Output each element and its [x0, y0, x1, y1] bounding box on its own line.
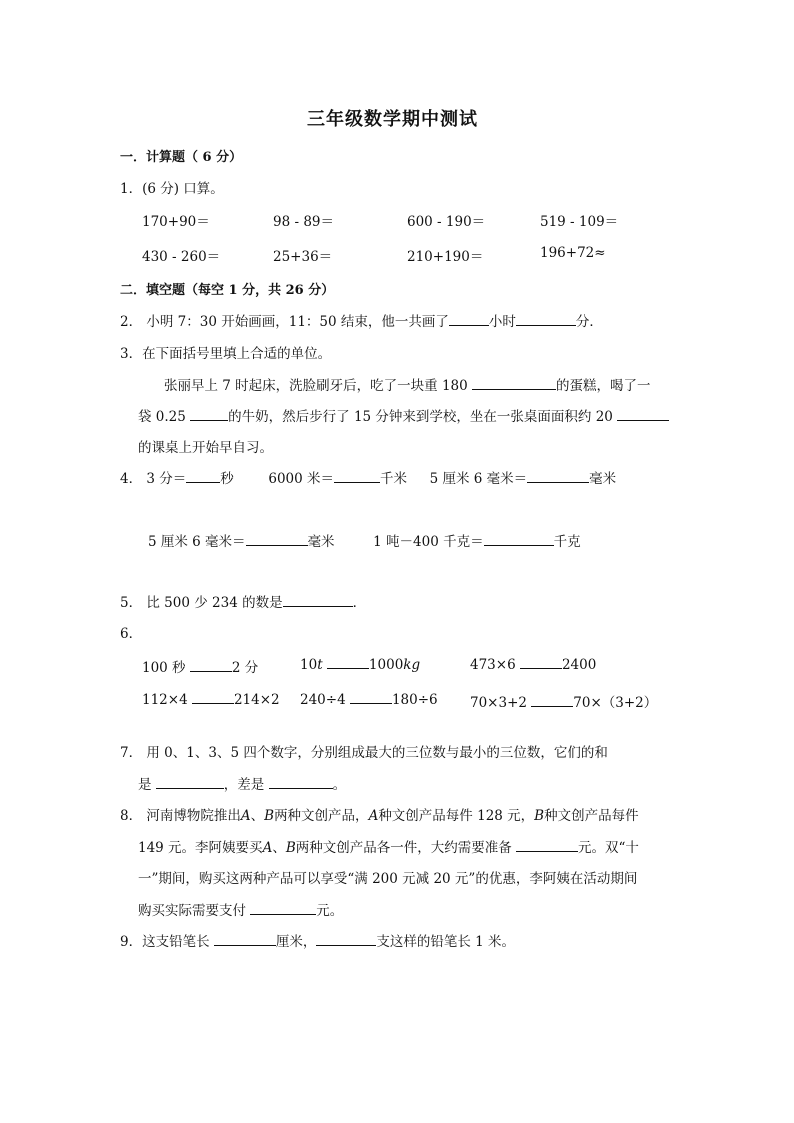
compare-item — [470, 656, 596, 673]
q7-text: 。 — [332, 777, 347, 793]
question-3-line2 — [138, 405, 669, 425]
q8-text: 8． 河南博物院推出 — [120, 808, 241, 824]
q2-unit-minute: 分． — [575, 314, 603, 330]
product-label-a: A — [240, 808, 251, 824]
q2-unit-hour: 小时 — [488, 314, 516, 330]
answer-blank[interactable] — [246, 533, 308, 546]
product-label-a: A — [262, 840, 273, 856]
q5-text: ． — [352, 595, 367, 611]
question-4-row2 — [148, 530, 581, 550]
calc-item: 170+90＝ — [142, 214, 210, 230]
q7-text: ，差是 — [223, 777, 265, 793]
calc-item: 519 - 109＝ — [540, 214, 619, 230]
q5-text: 5． 比 500 少 234 的数是 — [120, 595, 283, 611]
q9-text: 厘米， — [275, 934, 317, 950]
question-9 — [120, 930, 515, 950]
answer-blank[interactable] — [156, 776, 224, 789]
q3-text: 的蛋糕，喝了一 — [556, 378, 651, 394]
question-2 — [120, 310, 603, 330]
answer-blank[interactable] — [531, 694, 573, 707]
calc-item: 98 - 89＝ — [273, 214, 335, 230]
q4-text: 千克 — [553, 534, 581, 550]
question-8-line1 — [120, 804, 639, 824]
answer-blank[interactable] — [250, 902, 316, 915]
calc-item: 600 - 190＝ — [407, 214, 486, 230]
answer-blank[interactable] — [269, 776, 333, 789]
answer-blank[interactable] — [516, 313, 576, 326]
q8-text: 、 — [272, 840, 286, 856]
q9-text: 9．这支铅笔长 — [120, 934, 210, 950]
answer-blank[interactable] — [186, 470, 220, 483]
compare-right: 180÷6 — [391, 692, 438, 708]
q9-text: 支这样的铅笔长 1 米。 — [376, 934, 516, 950]
question-8-line3: 一”期间，购买这两种产品可以享受“满 200 元减 20 元”的优惠，李阿姨在活动期间 — [138, 871, 638, 887]
question-8-line4 — [138, 899, 343, 919]
answer-blank[interactable] — [334, 470, 380, 483]
compare-item — [300, 656, 420, 673]
q4-text: 1 吨－400 千克＝ — [373, 534, 484, 550]
product-label-b: B — [285, 840, 296, 856]
section-heading-fill-blank: 二．填空题（每空 1 分，共 26 分） — [120, 283, 335, 298]
answer-blank[interactable] — [449, 313, 489, 326]
compare-item — [470, 691, 657, 711]
compare-item — [142, 691, 280, 708]
q4-text: 千米 — [380, 471, 408, 487]
q3-text: 的牛奶，然后步行了 15 分钟来到学校，坐在一张桌面面积约 20 — [228, 409, 613, 425]
compare-left: 473×6 — [470, 657, 516, 673]
q8-text: 149 元。李阿姨要买 — [138, 840, 263, 856]
unit-label: kg — [403, 657, 421, 673]
compare-right: 2400 — [561, 657, 597, 673]
calc-item: 25+36＝ — [273, 249, 333, 265]
q3-text: 袋 0.25 — [138, 409, 186, 425]
compare-item — [300, 691, 438, 708]
q4-text: 5 厘米 6 毫米＝ — [148, 534, 246, 550]
q4-text: 4． 3 分＝ — [120, 471, 187, 487]
q8-text: 购买实际需要支付 — [138, 903, 246, 919]
answer-blank[interactable] — [316, 933, 376, 946]
answer-blank[interactable] — [350, 691, 392, 704]
question-3-stem: 3．在下面括号里填上合适的单位。 — [120, 346, 332, 362]
q4-text: 毫米 — [589, 471, 617, 487]
page-title: 三年级数学期中测试 — [307, 109, 478, 130]
answer-blank[interactable] — [283, 594, 353, 607]
q4-text: 5 厘米 6 毫米＝ — [429, 471, 528, 487]
section-heading-calculation: 一．计算题（ 6 分） — [120, 150, 243, 165]
compare-right: 1000 — [368, 657, 404, 673]
question-5 — [120, 591, 366, 611]
q8-text: 种文创产品每件 128 元， — [378, 808, 535, 824]
compare-left: 70×3+2 — [470, 695, 527, 711]
q4-text: 6000 米＝ — [268, 471, 335, 487]
q8-text: 种文创产品每件 — [544, 808, 639, 824]
q4-text: 秒 — [220, 471, 234, 487]
answer-blank[interactable] — [190, 408, 228, 421]
calc-item: 196+72≈ — [540, 245, 606, 261]
q4-text: 毫米 — [307, 534, 335, 550]
compare-left: 10 — [300, 657, 318, 673]
question-7-line2 — [138, 773, 346, 793]
q8-text: 、 — [250, 808, 265, 824]
q8-text: 元。双“十 — [578, 840, 639, 856]
q7-text: 是 — [138, 777, 152, 793]
question-3-line3: 的课桌上开始早自习。 — [138, 440, 273, 456]
answer-blank[interactable] — [516, 839, 578, 852]
compare-left: 112×4 — [142, 692, 188, 708]
q8-text: 两种文创产品各一件，大约需要准备 — [295, 840, 512, 856]
answer-blank[interactable] — [484, 533, 554, 546]
q8-text: 元。 — [316, 903, 344, 919]
question-6-number: 6． — [120, 626, 143, 642]
product-label-b: B — [264, 808, 275, 824]
compare-right: 2 分 — [231, 660, 259, 676]
q2-text: 2． 小明 7：30 开始画画，11：50 结束，他一共画了 — [120, 314, 449, 330]
answer-blank[interactable] — [190, 659, 232, 672]
question-7-line1: 7． 用 0、1、3、5 四个数字，分别组成最大的三位数与最小的三位数，它们的和 — [120, 745, 608, 761]
question-3-line1 — [164, 374, 651, 394]
compare-right: 214×2 — [233, 692, 280, 708]
answer-blank[interactable] — [327, 656, 369, 669]
answer-blank[interactable] — [214, 933, 276, 946]
answer-blank[interactable] — [472, 377, 556, 390]
answer-blank[interactable] — [192, 691, 234, 704]
compare-item — [142, 656, 258, 676]
product-label-b: B — [534, 808, 545, 824]
question-1-stem: 1．(6 分) 口算。 — [120, 181, 224, 197]
answer-blank[interactable] — [527, 470, 589, 483]
question-4-row1 — [120, 467, 616, 487]
compare-left: 240÷4 — [300, 692, 346, 708]
compare-right: 70×（3+2） — [573, 695, 658, 711]
question-8-line2 — [138, 836, 639, 856]
q8-text: 两种文创产品， — [274, 808, 369, 824]
q3-text: 张丽早上 7 时起床，洗脸刷牙后，吃了一块重 180 — [164, 378, 468, 394]
answer-blank[interactable] — [617, 408, 669, 421]
calc-item: 430 - 260＝ — [142, 249, 221, 265]
compare-left: 100 秒 — [142, 660, 186, 676]
unit-label: t — [317, 657, 323, 673]
calc-item: 210+190＝ — [407, 249, 484, 265]
answer-blank[interactable] — [520, 656, 562, 669]
product-label-a: A — [368, 808, 379, 824]
